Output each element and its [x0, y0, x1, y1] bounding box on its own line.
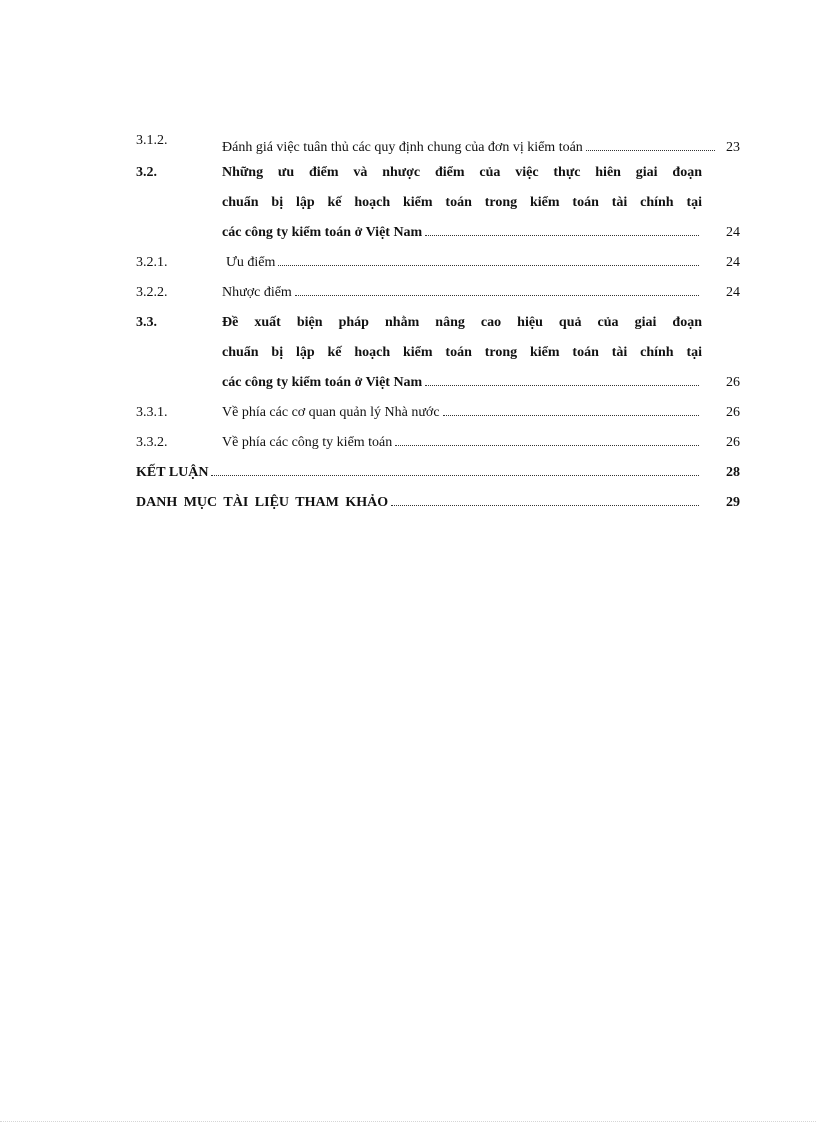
- toc-number: 3.2.: [136, 165, 157, 180]
- toc-page-number: 23: [726, 140, 740, 155]
- toc-title-line: chuẩn bị lập kế hoạch kiểm toán trong kiểm toán tài chính tại: [222, 345, 702, 360]
- toc-number: 3.3.2.: [136, 435, 168, 450]
- toc-title-line: Đề xuất biện pháp nhằm nâng cao hiệu quả của giai đoạn: [222, 315, 702, 330]
- toc-number: 3.1.2.: [136, 133, 168, 148]
- toc-title: Đánh giá việc tuân thủ các quy định chung của đơn vị kiểm toán: [222, 140, 583, 155]
- toc-number: 3.2.1.: [136, 255, 168, 270]
- dot-leader: [295, 283, 699, 296]
- toc-title: Về phía các cơ quan quản lý Nhà nước: [222, 405, 440, 420]
- toc-title: KẾT LUẬN: [136, 465, 209, 480]
- toc-title-line: Những ưu điểm và nhược điểm của việc thực hiên giai đoạn: [222, 165, 702, 180]
- toc-title: Ưu điểm: [226, 255, 276, 270]
- toc-title: DANH MỤC TÀI LIỆU THAM KHẢO: [136, 495, 389, 510]
- toc-number: 3.2.2.: [136, 285, 168, 300]
- toc-page-number: 26: [726, 375, 740, 390]
- toc-page-number: 26: [726, 435, 740, 450]
- dot-leader: [211, 463, 699, 476]
- dot-leader: [395, 433, 699, 446]
- toc-title-line: các công ty kiểm toán ở Việt Nam: [222, 225, 423, 240]
- toc-title-line: các công ty kiểm toán ở Việt Nam: [222, 375, 423, 390]
- toc-page-number: 29: [726, 495, 740, 510]
- toc-number: 3.3.: [136, 315, 157, 330]
- page-bottom-border: [0, 1121, 816, 1122]
- dot-leader: [443, 403, 699, 416]
- dot-leader: [425, 223, 699, 236]
- toc-page-number: 24: [726, 225, 740, 240]
- toc-page-number: 28: [726, 465, 740, 480]
- toc-title: Nhược điểm: [222, 285, 292, 300]
- dot-leader: [278, 253, 699, 266]
- dot-leader: [425, 373, 699, 386]
- toc-page-number: 24: [726, 255, 740, 270]
- toc-title-line: chuẩn bị lập kế hoạch kiểm toán trong kiểm toán tài chính tại: [222, 195, 702, 210]
- toc-number: 3.3.1.: [136, 405, 168, 420]
- toc-page-number: 26: [726, 405, 740, 420]
- toc-title: Về phía các công ty kiểm toán: [222, 435, 393, 450]
- toc-page-number: 24: [726, 285, 740, 300]
- dot-leader: [586, 138, 715, 151]
- dot-leader: [391, 493, 699, 506]
